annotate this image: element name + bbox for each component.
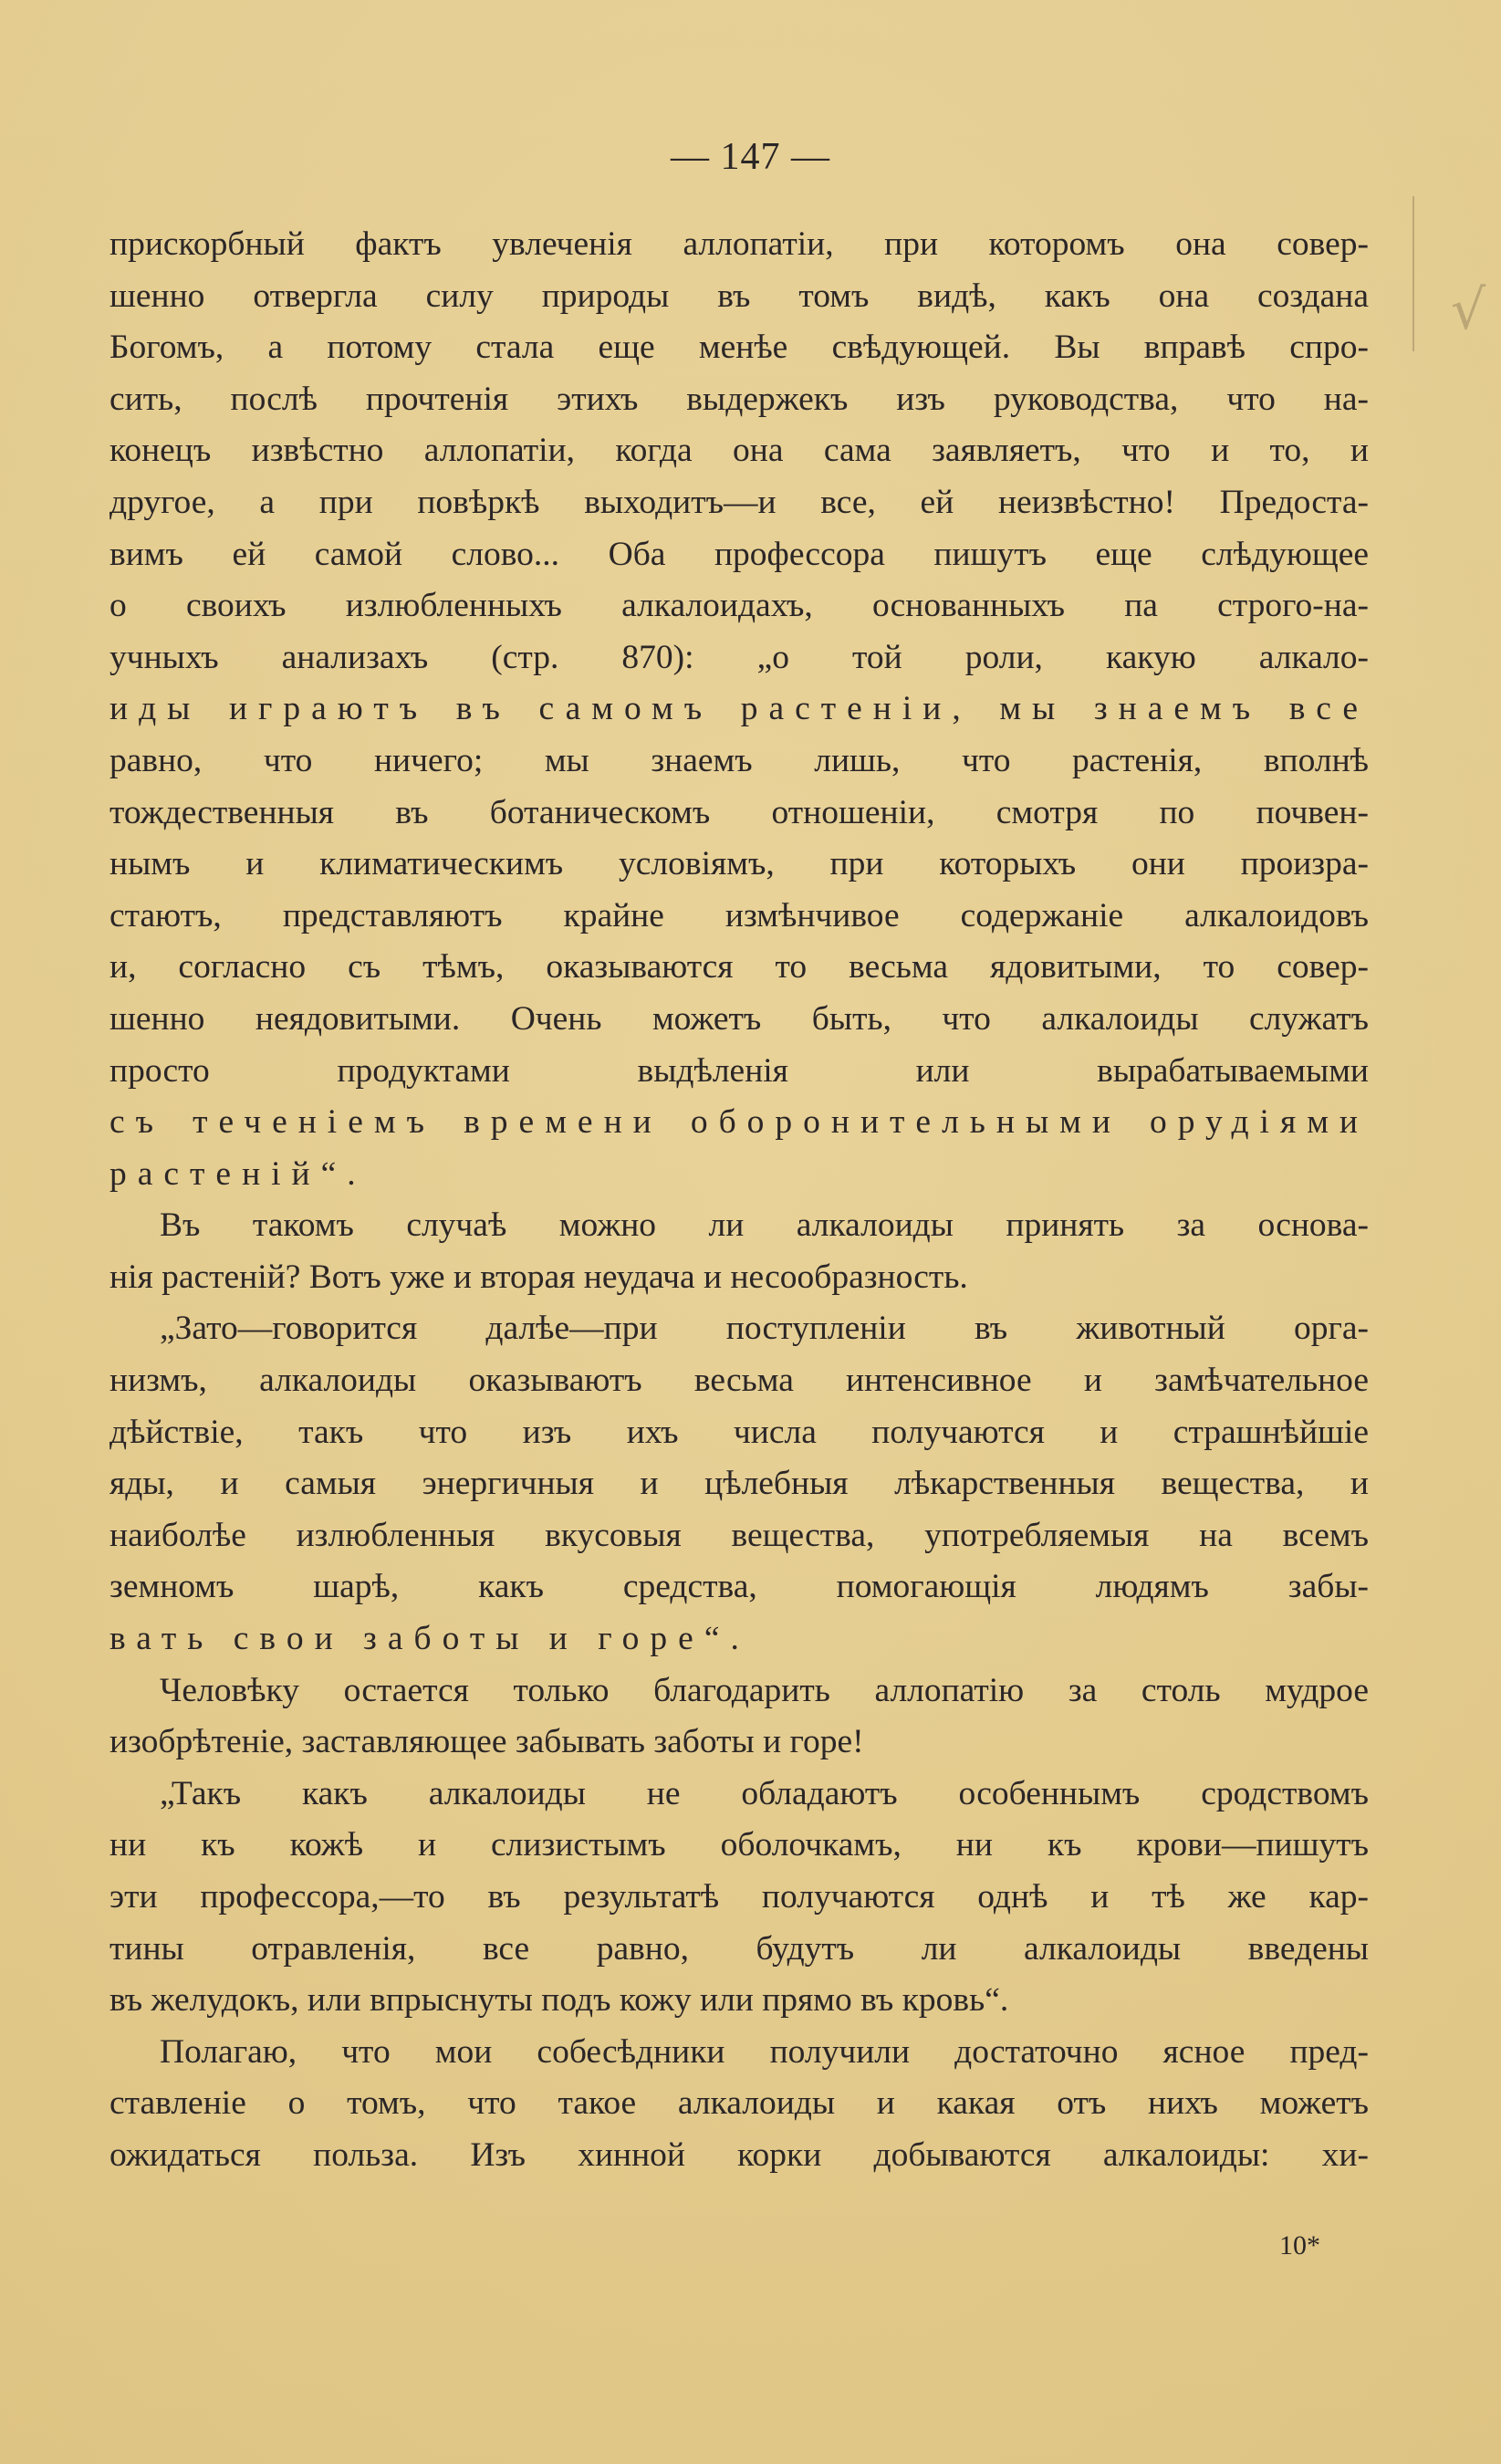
text-line: съ теченіемъ времени оборонительными орудіями [109, 1103, 1369, 1142]
text-line: равно, что ничего; мы знаемъ лишь, что растенія, вполнѣ [109, 741, 1369, 779]
text-line: тождественныя въ ботаническомъ отношеніи, смотря по почвен- [109, 793, 1369, 831]
text-line: учныхъ анализахъ (стр. 870): „о той роли, какую алкало- [109, 638, 1369, 676]
text-line: о своихъ излюбленныхъ алкалоидахъ, основанныхъ па строго-на- [109, 587, 1369, 625]
text-line: конецъ извѣстно аллопатіи, когда она сама заявляетъ, что и то, и [109, 432, 1369, 470]
text-line: изобрѣтеніе, заставляющее забывать заботы и горе! [109, 1723, 864, 1761]
text-line: вимъ ей самой слово... Оба профессора пишутъ еще слѣдующее [109, 535, 1369, 573]
text-line: растеній“. [109, 1154, 367, 1193]
text-line: просто продуктами выдѣленія или вырабатываемыми [109, 1051, 1369, 1090]
text-line: тины отравленія, все равно, будутъ ли алкалоиды введены [109, 1929, 1369, 1968]
text-line: Богомъ, а потому стала еще менѣе свѣдующей. Вы вправѣ спро- [109, 329, 1369, 367]
text-line: эти профессора,—то въ результатѣ получаются однѣ и тѣ же кар- [109, 1878, 1369, 1916]
text-line: ожидаться польза. Изъ хинной корки добываются алкалоиды: хи- [109, 2135, 1369, 2174]
text-line: Въ такомъ случаѣ можно ли алкалоиды принять за основа- [160, 1206, 1369, 1245]
page-number: — 147 — [671, 136, 830, 178]
text-line: въ желудокъ, или впрыснуты подъ кожу или прямо въ кровь“. [109, 1981, 1009, 2020]
text-line: стаютъ, представляютъ крайне измѣнчивое содержаніе алкалоидовъ [109, 896, 1369, 934]
text-line: сить, послѣ прочтенія этихъ выдержекъ изъ руководства, что на- [109, 380, 1369, 418]
text-line: земномъ шарѣ, какъ средства, помогающія людямъ забы- [109, 1568, 1369, 1606]
text-line: прискорбный фактъ увлеченія аллопатіи, при которомъ она совер- [109, 225, 1369, 263]
signature-mark: 10* [1279, 2230, 1320, 2260]
text-line: дѣйствіе, такъ что изъ ихъ числа получаются и страшнѣйшіе [109, 1413, 1369, 1451]
text-line: иды играютъ въ самомъ растеніи, мы знаемъ все [109, 690, 1369, 728]
body-text [109, 219, 1369, 2182]
text-line: яды, и самыя энергичныя и цѣлебныя лѣкарственныя вещества, и [109, 1465, 1369, 1503]
text-line: и, согласно съ тѣмъ, оказываются то весьма ядовитыми, то совер- [109, 948, 1369, 987]
text-line: нія растеній? Вотъ уже и вторая неудача и несообразность. [109, 1258, 968, 1296]
margin-check-mark-icon: √ [1451, 278, 1486, 342]
text-line: наиболѣе излюбленныя вкусовыя вещества, употребляемыя на всемъ [109, 1516, 1369, 1554]
text-line: „Зато—говорится далѣе—при поступленіи въ животный орга- [160, 1310, 1369, 1348]
text-line: ни къ кожѣ и слизистымъ оболочкамъ, ни къ крови—пишутъ [109, 1826, 1369, 1864]
text-line: шенно неядовитыми. Очень можетъ быть, что алкалоиды служатъ [109, 999, 1369, 1038]
text-line: Полагаю, что мои собесѣдники получили достаточно ясное пред- [160, 2032, 1369, 2071]
text-line: шенно отвергла силу природы въ томъ видѣ, какъ она создана [109, 277, 1369, 315]
text-line: Человѣку остается только благодарить аллопатію за столь мудрое [160, 1671, 1369, 1709]
text-line: другое, а при повѣркѣ выходитъ—и все, ей неизвѣстно! Предоста- [109, 483, 1369, 521]
text-line: низмъ, алкалоиды оказываютъ весьма интенсивное и замѣчательное [109, 1362, 1369, 1400]
text-line: вать свои заботы и горе“. [109, 1620, 750, 1658]
text-line: нымъ и климатическимъ условіямъ, при которыхъ они произра- [109, 845, 1369, 883]
text-line: „Такъ какъ алкалоиды не обладаютъ особеннымъ сродствомъ [160, 1774, 1369, 1812]
margin-pencil-mark [1412, 196, 1414, 351]
text-line: ставленіе о томъ, что такое алкалоиды и какая отъ нихъ можетъ [109, 2084, 1369, 2123]
